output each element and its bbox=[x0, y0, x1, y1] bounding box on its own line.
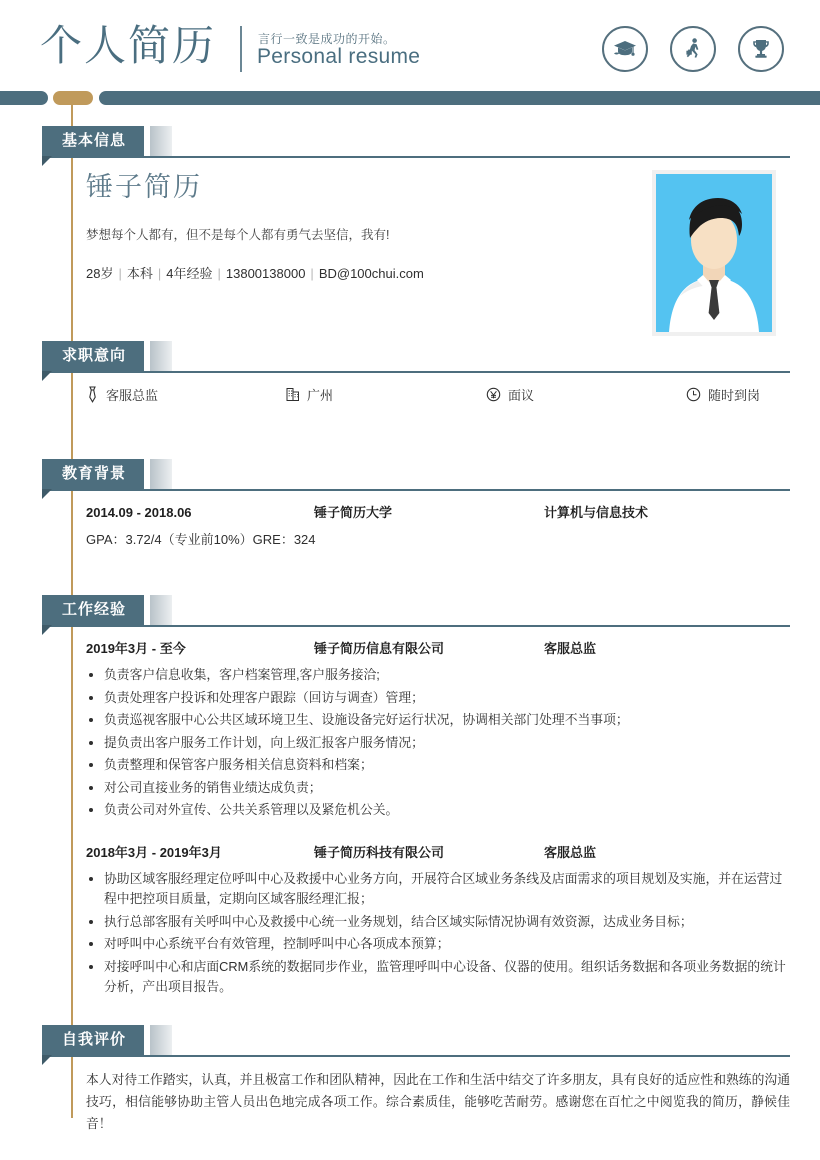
work-bullet: 负责整理和保管客户服务相关信息资料和档案； bbox=[86, 755, 790, 776]
tie-icon bbox=[86, 386, 99, 403]
graduation-cap-icon bbox=[602, 26, 648, 72]
section-tab-extension bbox=[150, 459, 172, 489]
education-school: 锤子简历大学 bbox=[314, 505, 393, 520]
section-rule bbox=[42, 489, 790, 491]
job-intention-salary bbox=[486, 385, 686, 404]
header-accent-bar bbox=[0, 91, 820, 107]
section-header-work-experience bbox=[0, 595, 820, 639]
section-rule bbox=[42, 625, 790, 627]
section-header-job-intention bbox=[0, 341, 820, 385]
work-entry bbox=[86, 639, 790, 821]
job-intention-position bbox=[86, 385, 286, 404]
building-icon bbox=[286, 387, 300, 402]
education-major: 计算机与信息技术 bbox=[544, 505, 649, 520]
section-tab-notch bbox=[42, 489, 52, 499]
section-tab-notch bbox=[42, 156, 52, 166]
candidate-name: 锤子简历 bbox=[86, 172, 202, 202]
section-body-job-intention bbox=[86, 385, 790, 404]
meta-separator: | bbox=[157, 266, 162, 281]
job-intention-row bbox=[86, 385, 790, 404]
section-body-education bbox=[86, 503, 790, 551]
candidate-photo-image bbox=[656, 174, 772, 332]
education-entry-header bbox=[86, 503, 790, 523]
job-intention-availability-text: 随时到岗 bbox=[708, 388, 761, 403]
work-bullet: 负责客户信息收集，客户档案管理,客户服务接洽; bbox=[86, 665, 790, 686]
section-rule bbox=[42, 1055, 790, 1057]
job-intention-position-text: 客服总监 bbox=[106, 388, 159, 403]
section-tab-notch bbox=[42, 1055, 52, 1065]
meta-age: 28岁 bbox=[86, 266, 114, 281]
meta-degree: 本科 bbox=[126, 266, 153, 281]
work-entry bbox=[86, 843, 790, 998]
work-bullet: 对接呼叫中心和店面CRM系统的数据同步作业，监管理呼叫中心设备、仪器的使用。组织话务数据和各项业务数据的统计分析，产出项目报告。 bbox=[86, 957, 790, 998]
accent-bar-gold-pill bbox=[53, 91, 93, 105]
section-body-self-evaluation bbox=[86, 1069, 790, 1135]
work-bullet: 负责处理客户投诉和处理客户跟踪（回访与调查）管理； bbox=[86, 688, 790, 709]
section-job-intention bbox=[0, 341, 820, 403]
section-header-education bbox=[0, 459, 820, 503]
page-header bbox=[0, 0, 820, 88]
section-tab-extension bbox=[150, 595, 172, 625]
section-tab-label-education: 教育背景 bbox=[42, 459, 144, 489]
meta-email: BD@100chui.com bbox=[318, 266, 424, 281]
meta-experience: 4年经验 bbox=[166, 266, 213, 281]
section-body-work-experience bbox=[86, 639, 790, 1000]
section-header-self-evaluation bbox=[0, 1025, 820, 1069]
work-period: 2019年3月 - 至今 bbox=[86, 641, 186, 656]
work-entry-header bbox=[86, 639, 790, 659]
section-tab-label-work-experience: 工作经验 bbox=[42, 595, 144, 625]
meta-phone: 13800138000 bbox=[225, 266, 306, 281]
meta-separator: | bbox=[118, 266, 122, 281]
candidate-slogan: 梦想每个人都有，但不是每个人都有勇气去坚信，我有! bbox=[86, 228, 390, 242]
work-bullet: 对公司直接业务的销售业绩达成负责； bbox=[86, 778, 790, 799]
work-bullet: 协助区域客服经理定位呼叫中心及救援中心业务方向，开展符合区域业务条线及店面需求的项目规划及实施，并在运营过程中把控项目质量，定期向区域客服经理汇报； bbox=[86, 869, 790, 910]
education-period: 2014.09 - 2018.06 bbox=[86, 505, 192, 520]
section-education bbox=[0, 459, 820, 547]
job-intention-availability bbox=[686, 385, 760, 404]
work-entry-header bbox=[86, 843, 790, 863]
header-subtitle-en: Personal resume bbox=[257, 45, 421, 68]
job-intention-salary-text: 面议 bbox=[508, 388, 535, 403]
work-bullet-list bbox=[86, 665, 790, 821]
section-tab-label-basic-info: 基本信息 bbox=[42, 126, 144, 156]
page-title: 个人简历 bbox=[40, 22, 217, 69]
section-header-basic-info bbox=[0, 126, 820, 170]
work-bullet: 提负责出客户服务工作计划，向上级汇报客户服务情况； bbox=[86, 733, 790, 754]
section-tab-extension bbox=[150, 341, 172, 371]
section-tab-extension bbox=[150, 1025, 172, 1055]
work-company: 锤子简历科技有限公司 bbox=[314, 844, 445, 860]
work-period: 2018年3月 - 2019年3月 bbox=[86, 844, 222, 860]
work-bullet: 负责巡视客服中心公共区域环境卫生、设施设备完好运行状况，协调相关部门处理不当事项； bbox=[86, 710, 790, 731]
accent-bar-left-segment bbox=[0, 91, 48, 105]
work-bullet-list bbox=[86, 869, 790, 998]
work-bullet: 负责公司对外宣传、公共关系管理以及紧危机公关。 bbox=[86, 800, 790, 821]
header-divider bbox=[240, 26, 242, 72]
section-self-evaluation bbox=[0, 1025, 820, 1131]
meta-separator: | bbox=[217, 266, 221, 281]
work-title: 客服总监 bbox=[544, 641, 597, 656]
work-bullet: 执行总部客服有关呼叫中心及救援中心统一业务规划，结合区域实际情况协调有效资源，达成业务目标； bbox=[86, 912, 790, 933]
section-rule bbox=[42, 371, 790, 373]
header-icon-group bbox=[602, 26, 784, 72]
meta-separator: | bbox=[310, 266, 314, 281]
candidate-photo bbox=[652, 170, 776, 336]
work-company: 锤子简历信息有限公司 bbox=[314, 641, 445, 656]
businessman-walking-icon bbox=[670, 26, 716, 72]
yuan-circle-icon bbox=[486, 387, 501, 402]
section-work-experience bbox=[0, 595, 820, 994]
section-rule bbox=[42, 156, 790, 158]
section-tab-extension bbox=[150, 126, 172, 156]
section-tab-label-self-evaluation: 自我评价 bbox=[42, 1025, 144, 1055]
section-basic-info bbox=[0, 126, 820, 281]
work-title: 客服总监 bbox=[544, 844, 597, 860]
work-bullet: 对呼叫中心系统平台有效管理，控制呼叫中心各项成本预算； bbox=[86, 934, 790, 955]
header-subtitle-cn: 言行一致是成功的开始。 bbox=[258, 32, 396, 46]
trophy-icon bbox=[738, 26, 784, 72]
clock-icon bbox=[686, 387, 701, 402]
job-intention-city bbox=[286, 385, 486, 404]
education-detail: GPA：3.72/4（专业前10%）GRE：324 bbox=[86, 532, 316, 547]
section-tab-notch bbox=[42, 371, 52, 381]
section-tab-label-job-intention: 求职意向 bbox=[42, 341, 144, 371]
section-tab-notch bbox=[42, 625, 52, 635]
job-intention-city-text: 广州 bbox=[307, 388, 334, 403]
self-evaluation-text: 本人对待工作踏实，认真，并且极富工作和团队精神，因此在工作和生活中结交了许多朋友，具有良好的适应性和熟练的沟通技巧，相信能够协助主管人员出色地完成各项工作。综合素质佳，能够吃苦耐劳。感谢您在百忙之中阅览我的简历，静候佳音！ bbox=[86, 1072, 790, 1131]
accent-bar-main-segment bbox=[99, 91, 820, 105]
